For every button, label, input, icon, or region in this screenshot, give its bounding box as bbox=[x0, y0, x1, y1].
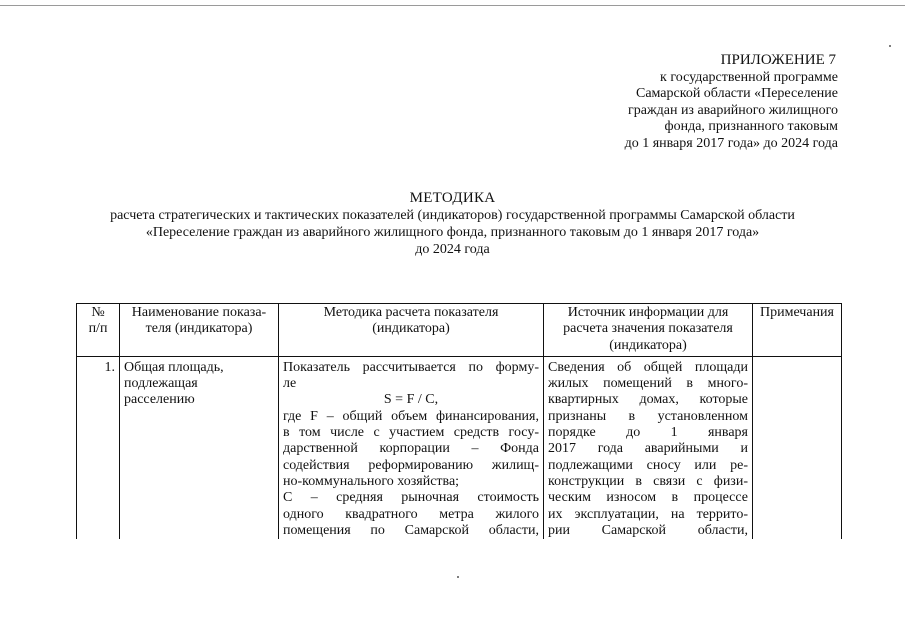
header-indicator-name bbox=[120, 304, 279, 357]
cell-line: конструкции в связи с физи- bbox=[548, 473, 748, 489]
document-title-block bbox=[0, 190, 905, 258]
cell-line: помещения по Самарской области, bbox=[283, 522, 539, 538]
cell-line: содействия реформированию жилищ- bbox=[283, 457, 539, 473]
document-subtitle-line: «Переселение граждан из аварийного жилищного фонда, признанного таковым до 1 января 2017 года» bbox=[145, 225, 760, 240]
appendix-line: к государственной программе bbox=[660, 69, 838, 85]
row-notes bbox=[753, 356, 842, 539]
cell-line: признаны в установленном bbox=[548, 408, 748, 424]
cell-line: дарственной корпорации – Фонда bbox=[283, 441, 539, 457]
document-subtitle-line: до 2024 года bbox=[415, 242, 490, 257]
cell-line: их эксплуатации, на террито- bbox=[548, 506, 748, 522]
header-text: Наименование показа- bbox=[131, 305, 267, 320]
header-text: (индикатора) bbox=[372, 321, 450, 337]
cell-line: одного квадратного метра жилого bbox=[283, 506, 539, 522]
table-row bbox=[77, 356, 842, 539]
cell-line: Сведения об общей площади bbox=[548, 359, 748, 375]
cell-line: подлежащая bbox=[124, 376, 198, 392]
header-number bbox=[77, 304, 120, 357]
appendix-title: ПРИЛОЖЕНИЕ 7 bbox=[720, 52, 836, 68]
header-text: Методика расчета показателя bbox=[323, 305, 499, 320]
cell-line: в том числе с участием средств госу- bbox=[283, 425, 539, 441]
scan-speck bbox=[457, 576, 459, 578]
cell-line: расселению bbox=[124, 392, 195, 408]
appendix-line: до 1 января 2017 года» до 2024 года bbox=[624, 135, 838, 151]
table-header-row bbox=[77, 304, 842, 357]
cell-line: порядке до 1 января bbox=[548, 425, 748, 441]
header-text: (индикатора) bbox=[609, 337, 687, 353]
cell-line: жилых помещений в много- bbox=[548, 376, 748, 392]
header-notes bbox=[753, 304, 842, 357]
indicators-table bbox=[76, 303, 842, 539]
scan-edge-line bbox=[0, 5, 905, 6]
header-information-source bbox=[544, 304, 753, 357]
document-subtitle-line: расчета стратегических и тактических показателей (индикаторов) государственной программы Самарской области bbox=[110, 208, 795, 223]
cell-line: С – средняя рыночная стоимость bbox=[283, 490, 539, 506]
cell-line: ле bbox=[283, 376, 297, 392]
cell-line: ческим износом в процессе bbox=[548, 490, 748, 506]
appendix-line: Самарской области «Переселение bbox=[635, 86, 838, 101]
header-text: Примечания bbox=[759, 305, 834, 320]
header-text: Источник информации для bbox=[567, 305, 729, 320]
appendix-line: граждан из аварийного жилищного bbox=[627, 102, 838, 118]
cell-line: Показатель рассчитывается по форму- bbox=[283, 359, 539, 375]
header-text: № bbox=[91, 305, 105, 320]
cell-line: Общая площадь, bbox=[124, 359, 224, 375]
document-title: МЕТОДИКА bbox=[409, 190, 496, 206]
row-indicator-name bbox=[120, 356, 279, 539]
header-calculation-method bbox=[279, 304, 544, 357]
appendix-block bbox=[538, 52, 838, 152]
appendix-line: фонда, признанного таковым bbox=[664, 119, 838, 134]
cell-line: рии Самарской области, bbox=[548, 522, 748, 538]
cell-line: квартирных домах, которые bbox=[548, 392, 748, 408]
cell-line: подлежащими сносу или ре- bbox=[548, 457, 748, 473]
scan-speck bbox=[889, 45, 891, 47]
cell-line: где F – общий объем финансирования, bbox=[283, 408, 539, 424]
cell-line: но-коммунального хозяйства; bbox=[283, 473, 460, 489]
header-text: п/п bbox=[88, 321, 108, 337]
header-text: расчета значения показателя bbox=[563, 321, 733, 337]
row-information-source bbox=[544, 356, 753, 539]
header-text: теля (индикатора) bbox=[145, 321, 253, 337]
row-number: 1. bbox=[77, 356, 120, 539]
row-calculation-method bbox=[279, 356, 544, 539]
cell-line: 2017 года аварийными и bbox=[548, 441, 748, 457]
formula: S = F / C, bbox=[383, 392, 439, 408]
